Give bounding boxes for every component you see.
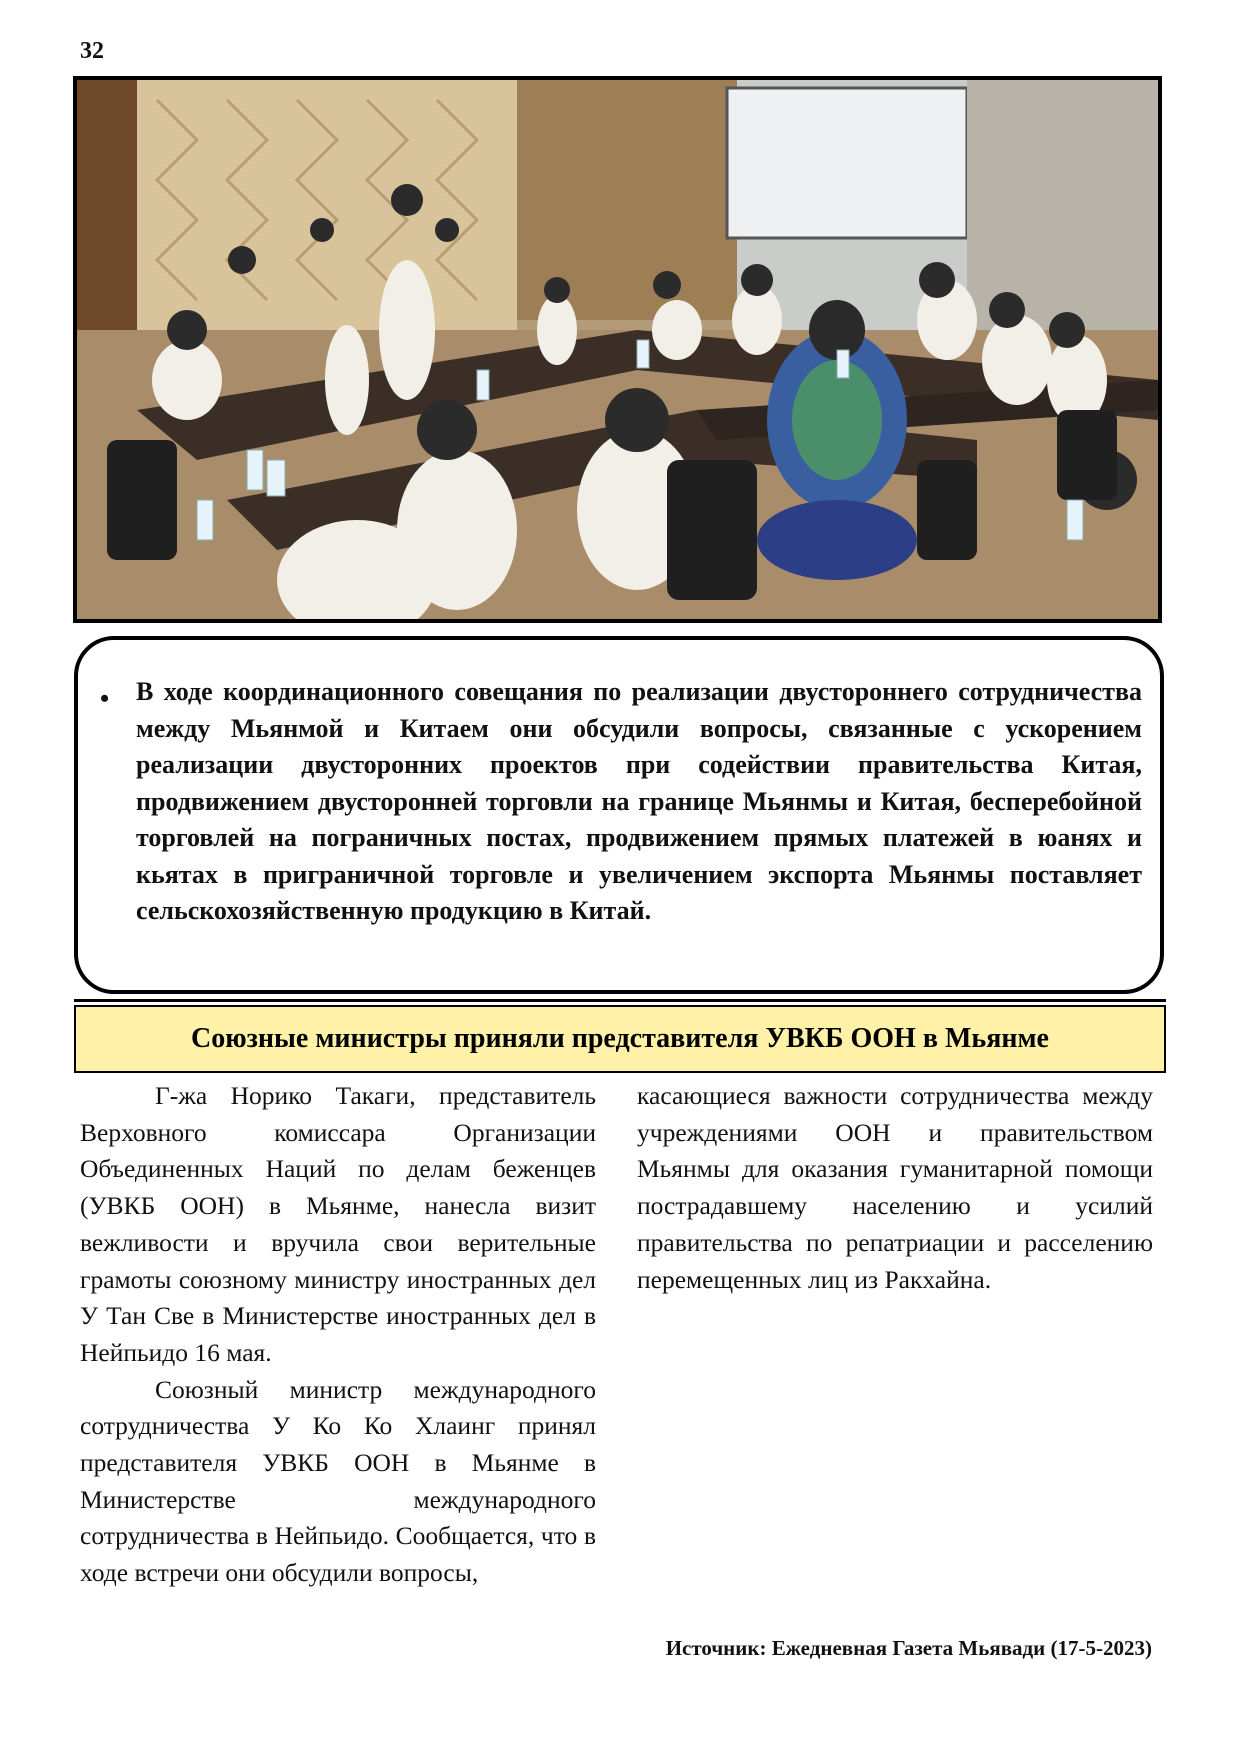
meeting-photo xyxy=(73,76,1162,623)
summary-text: В ходе координационного совещания по реализации двустороннего сотрудничества между Мьянмой и Китаем они обсудили вопросы, связанные с ускорением реализации двусторонних проектов при содействии правительства Китая, продвижением двусторонней торговли на границе Мьянмы и Китая, бесперебойной торговлей на пограничных постах, продвижением прямых платежей в юанях и кьятах в приграничной торговле и увеличением экспорта Мьянмы поставляет сельскохозяйственную продукцию в Китай. xyxy=(136,677,1142,925)
bullet-icon: • xyxy=(100,684,110,713)
paragraph: Союзный министр международного сотрудничества У Ко Ко Хлаинг принял представителя УВКБ ООН в Мьянме в Министерстве международного сотрудничества в Нейпьидо. Сообщается, что в ходе встречи они обсудили вопросы, xyxy=(80,1374,596,1588)
page-number: 32 xyxy=(80,38,104,64)
headline-box xyxy=(74,1005,1166,1073)
paragraph: Г-жа Норико Такаги, представитель Верховного комиссара Организации Объединенных Наций по делам беженцев (УВКБ ООН) в Мьянме, нанесла визит вежливости и вручила свои верительные грамоты союзному министру иностранных дел У Тан Све в Министерстве иностранных дел в Нейпьидо 16 мая. xyxy=(80,1081,596,1367)
divider xyxy=(74,999,1166,1002)
article-headline: Союзные министры приняли представителя УВКБ ООН в Мьянме xyxy=(191,1023,1049,1054)
photo-illustration xyxy=(77,80,1158,619)
article-right-column xyxy=(637,1078,1153,1298)
source-credit: Источник: Ежедневная Газета Мьявади (17-5-2023) xyxy=(665,1636,1152,1660)
article-left-column xyxy=(80,1078,596,1592)
summary-box xyxy=(74,636,1164,994)
paragraph: касающиеся важности сотрудничества между учреждениями ООН и правительством Мьянмы для оказания гуманитарной помощи пострадавшему населению и усилий правительства по репатриации и расселению перемещенных лиц из Ракхайна. xyxy=(637,1081,1153,1294)
